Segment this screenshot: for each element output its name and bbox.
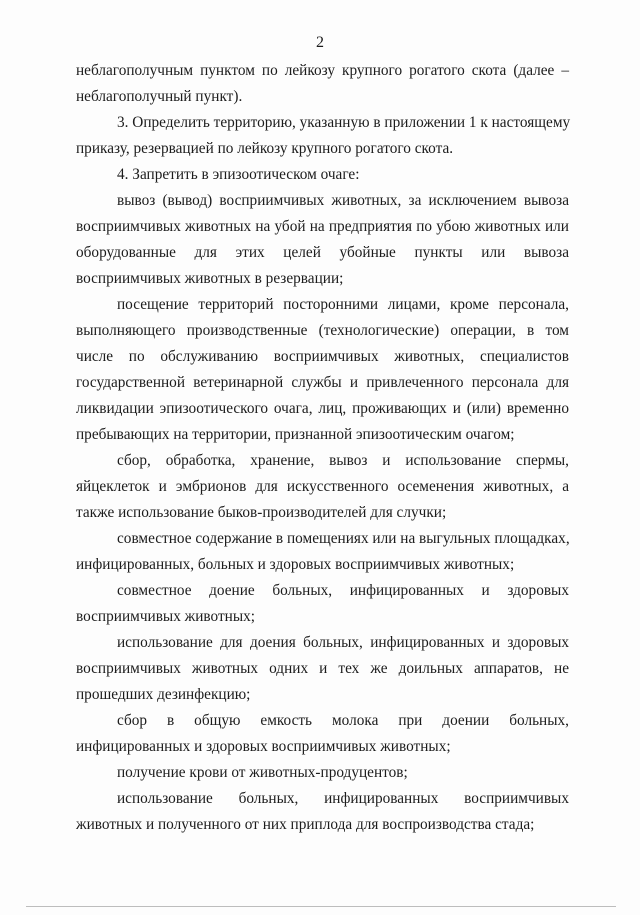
text-line: неблагополучным пунктом по лейкозу крупного рогатого скота (далее – (76, 62, 569, 79)
text-line: 3. Определить территорию, указанную в приложении 1 к настоящему (117, 114, 571, 131)
text-line: восприимчивых животных одних и тех же доильных аппаратов, не (76, 660, 569, 677)
text-line: восприимчивых животных в резервации; (76, 270, 344, 287)
text-line: восприимчивых животных; (76, 608, 256, 625)
document-body (76, 58, 569, 838)
text-line: инфицированных и здоровых восприимчивых животных; (76, 738, 451, 755)
paragraph (76, 526, 569, 578)
text-line: сбор в общую емкость молока при доении больных, (117, 712, 569, 729)
text-line: совместное доение больных, инфицированных и здоровых (117, 582, 569, 599)
paragraph (76, 188, 569, 292)
text-line: использование больных, инфицированных восприимчивых (117, 790, 569, 807)
text-line: сбор, обработка, хранение, вывоз и использование спермы, (117, 452, 569, 469)
paragraph (76, 162, 569, 188)
text-line: инфицированных, больных и здоровых восприимчивых животных; (76, 556, 515, 573)
paragraph (76, 630, 569, 708)
text-line: приказу, резервацией по лейкозу крупного рогатого скота. (76, 140, 454, 157)
text-line: ликвидации эпизоотического очага, лиц, проживающих и (или) временно (76, 400, 569, 417)
text-line: 4. Запретить в эпизоотическом очаге: (117, 166, 360, 183)
page-number: 2 (316, 34, 324, 51)
text-line: получение крови от животных-продуцентов; (117, 764, 408, 781)
text-line: пребывающих на территории, признанной эпизоотическим очагом; (76, 426, 515, 443)
text-line: оборудованные для этих целей убойные пункты или вывоза (76, 244, 569, 261)
text-line: также использование быков-производителей для случки; (76, 504, 447, 521)
paragraph (76, 760, 569, 786)
text-line: прошедших дезинфекцию; (76, 686, 251, 703)
text-line: использование для доения больных, инфицированных и здоровых (117, 634, 569, 651)
paragraph (76, 448, 569, 526)
page-bottom-edge (26, 906, 616, 907)
paragraph (76, 578, 569, 630)
paragraph (76, 708, 569, 760)
text-line: восприимчивых животных на убой на предприятия по убою животных или (76, 218, 569, 235)
text-line: государственной ветеринарной службы и привлеченного персонала для (76, 374, 569, 391)
paragraph (76, 58, 569, 110)
text-line: выполняющего производственные (технологические) операции, в том (76, 322, 569, 339)
paragraph (76, 786, 569, 838)
text-line: совместное содержание в помещениях или на выгульных площадках, (117, 530, 570, 547)
text-line: посещение территорий посторонними лицами, кроме персонала, (117, 296, 569, 313)
paragraph (76, 110, 569, 162)
text-line: животных и полученного от них приплода для воспроизводства стада; (76, 816, 535, 833)
paragraph (76, 292, 569, 448)
text-line: неблагополучный пункт). (76, 88, 243, 105)
text-line: числе по обслуживанию восприимчивых животных, специалистов (76, 348, 569, 365)
text-line: яйцеклеток и эмбрионов для искусственного осеменения животных, а (76, 478, 569, 495)
text-line: вывоз (вывод) восприимчивых животных, за исключением вывоза (117, 192, 569, 209)
